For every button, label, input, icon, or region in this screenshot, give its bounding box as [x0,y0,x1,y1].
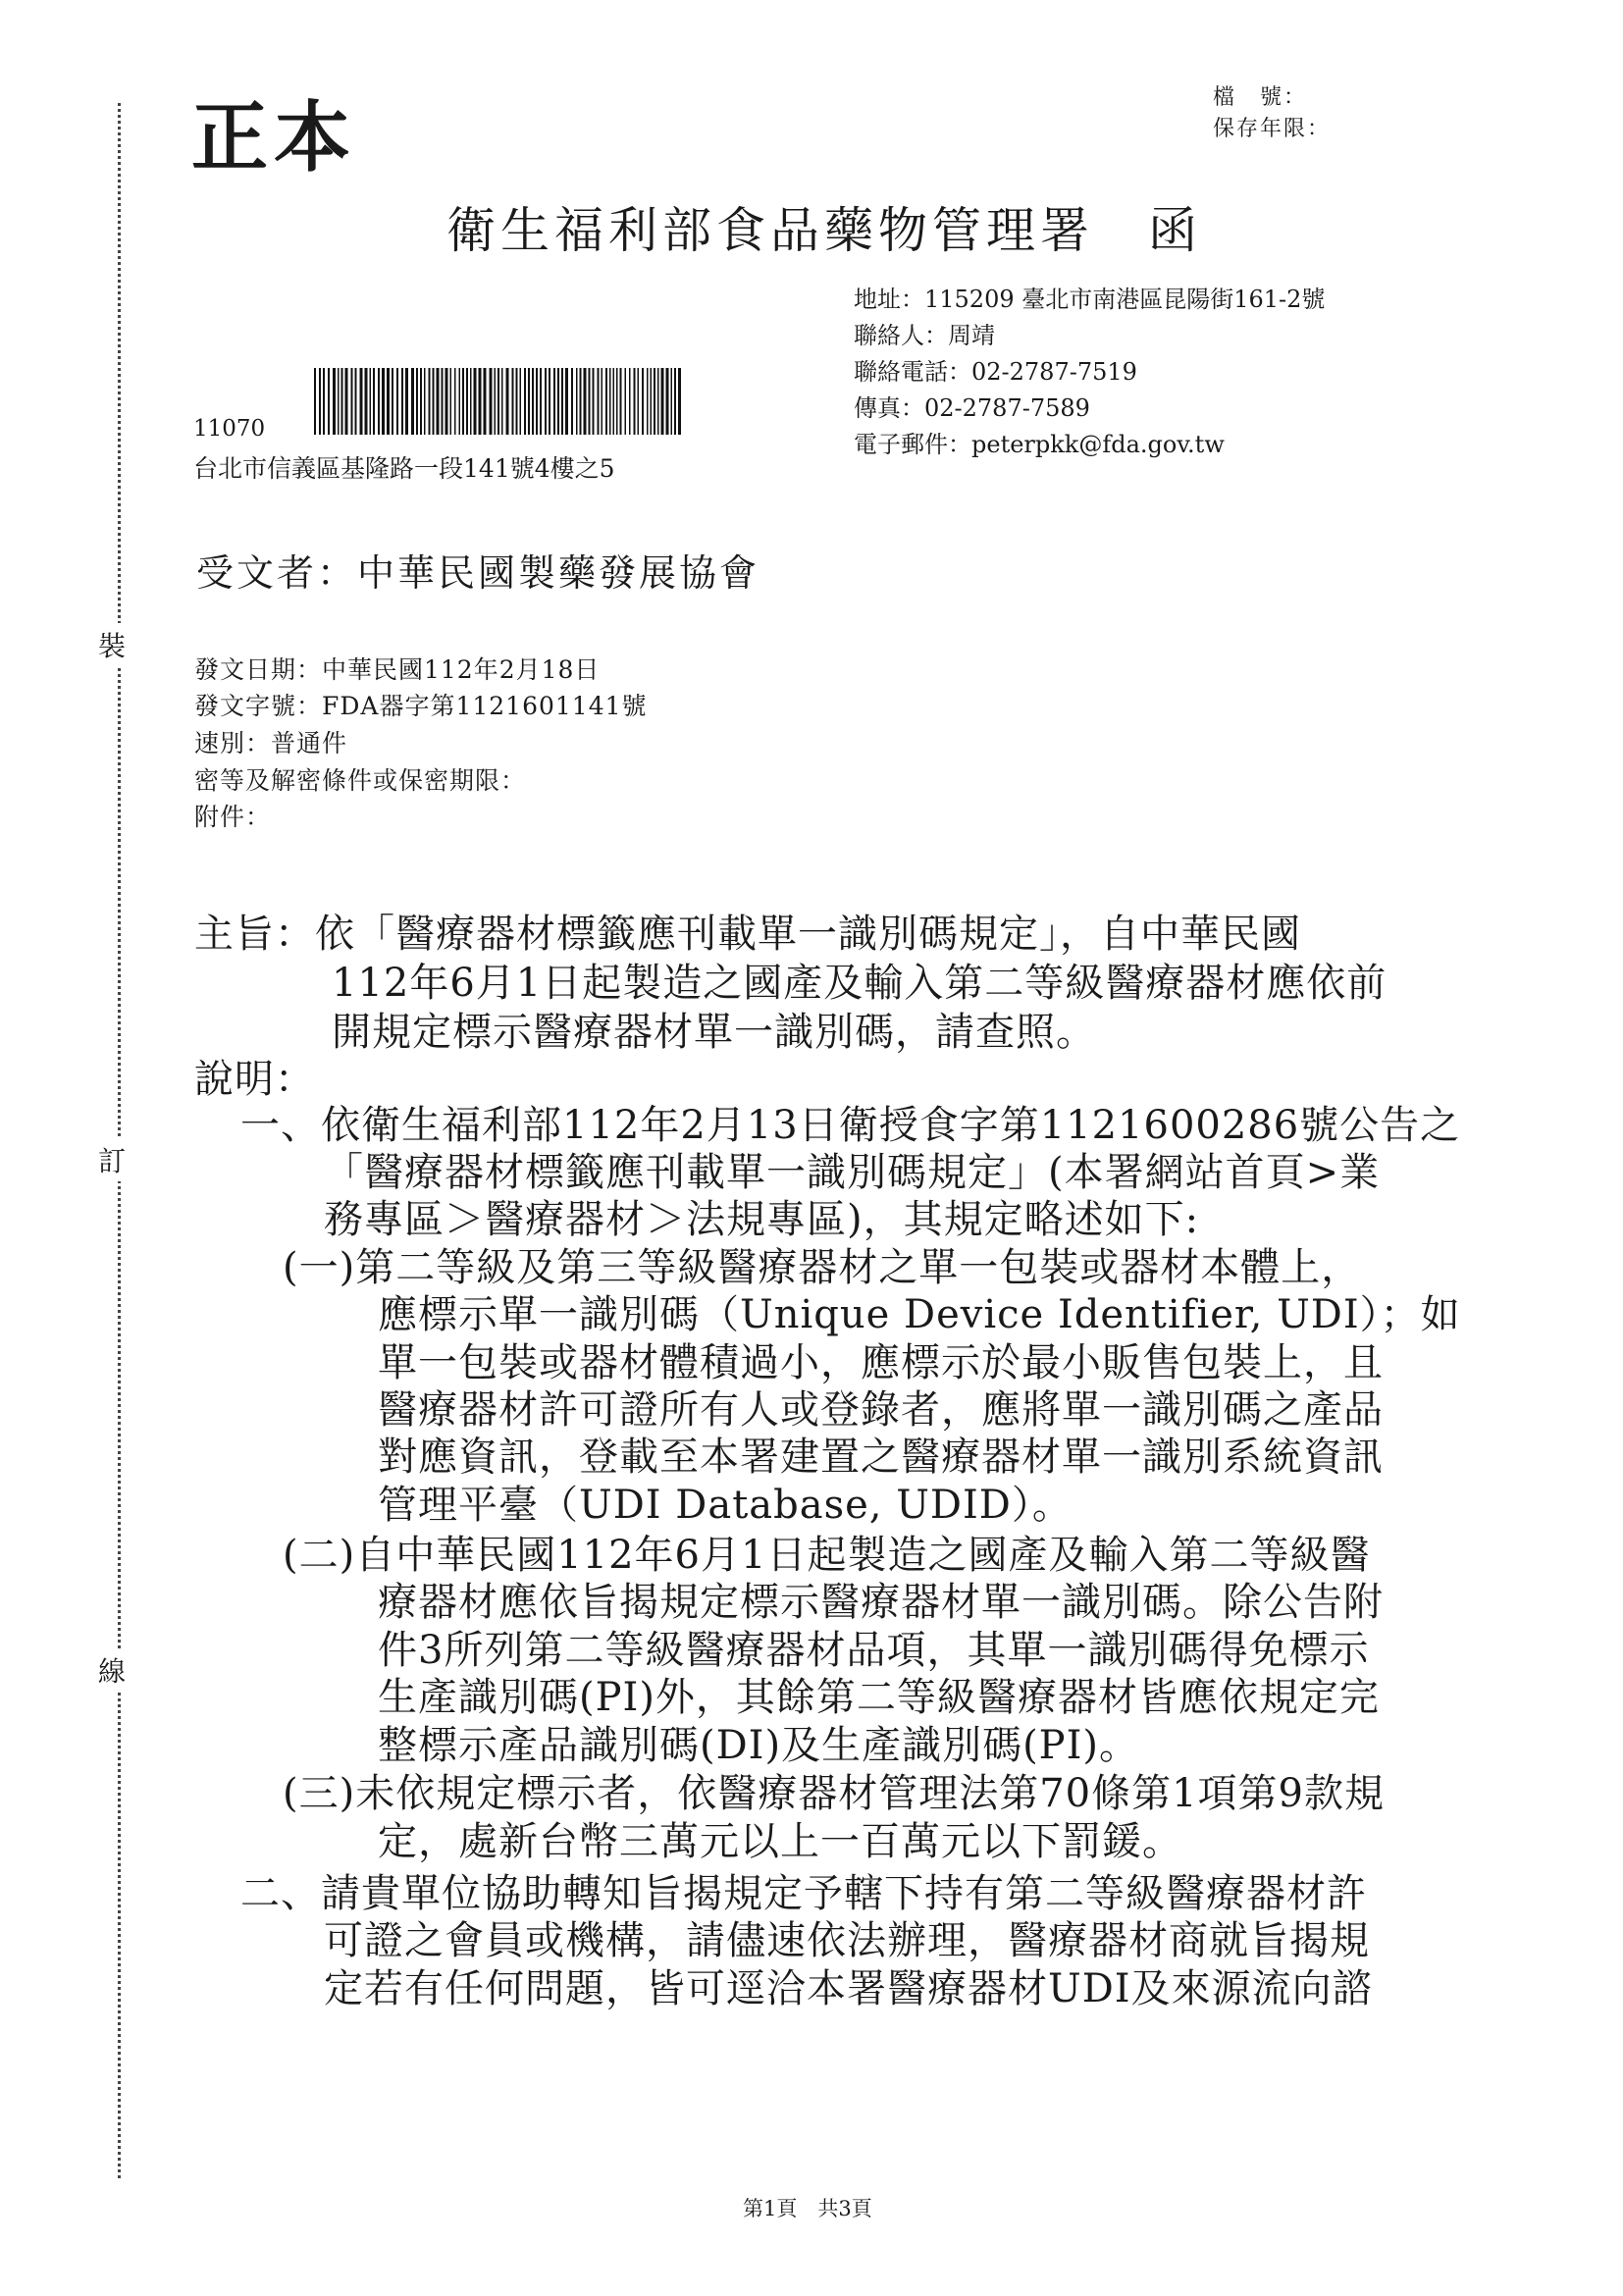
sub-item-3: (三)未依規定標示者，依醫療器材管理法第70條第1項第9款規 [283,1771,1386,1816]
sub-item-line: 應標示單一識別碼（Unique Device Identifier, UDI）；如 [378,1292,1461,1337]
sub-item-line: 對應資訊，登載至本署建置之醫療器材單一識別系統資訊 [378,1435,1384,1480]
agency-title: 衛生福利部食品藥物管理署 函 [446,202,1202,259]
sub-item-line: 生產識別碼(PI)外，其餘第二等級醫療器材皆應依規定完 [378,1675,1380,1720]
sub-item-line: 管理平臺（UDI Database, UDID）。 [378,1483,1073,1528]
contact-person: 聯絡人：周靖 [854,322,995,349]
recipient: 受文者：中華民國製藥發展協會 [196,551,760,595]
contact-fax: 傳真：02-2787-7589 [854,394,1090,422]
sub-item-line: 療器材應依旨揭規定標示醫療器材單一識別碼。除公告附 [378,1580,1384,1625]
sub-item-line: 醫療器材許可證所有人或登錄者，應將單一識別碼之產品 [378,1387,1384,1433]
original-copy-stamp: 正本 [191,93,357,183]
sub-item-line: 整標示產品識別碼(DI)及生產識別碼(PI)。 [378,1723,1140,1768]
explanation-line: 定若有任何問題，皆可逕洽本署醫療器材UDI及來源流向諮 [324,1966,1373,2011]
page-number: 第1頁 共3頁 [743,2197,872,2220]
subject-line: 開規定標示醫療器材單一識別碼，請查照。 [332,1010,1096,1055]
delivery-speed: 速別：普通件 [194,729,348,757]
explanation-line: 務專區＞醫療器材＞法規專區)，其規定略述如下: [324,1197,1200,1242]
explanation-item-2: 二、請貴單位協助轉知旨揭規定予轄下持有第二等級醫療器材許 [240,1871,1367,1916]
sub-item-2: (二)自中華民國112年6月1日起製造之國產及輸入第二等級醫 [283,1533,1371,1578]
binding-mark-zhuang: 裝 [98,623,126,666]
mailing-zipcode: 11070 [193,416,266,442]
explanation-line: 可證之會員或機構，請儘速依法辦理，醫療器材商就旨揭規 [324,1918,1370,1963]
sub-item-line: 單一包裝或器材體積過小，應標示於最小販售包裝上，且 [378,1340,1384,1385]
subject-line: 主旨：依「醫療器材標籤應刊載單一識別碼規定」，自中華民國 [194,912,1301,957]
binding-mark-ding: 訂 [98,1138,126,1181]
explanation-line: 「醫療器材標籤應刊載單一識別碼規定」(本署網站首頁>業 [324,1150,1381,1195]
sub-item-line: 件3所列第二等級醫療器材品項，其單一識別碼得免標示 [378,1628,1370,1673]
document-number: 發文字號：FDA器字第1121601141號 [194,692,648,720]
sub-item-1: (一)第二等級及第三等級醫療器材之單一包裝或器材本體上， [283,1245,1362,1290]
file-number-label: 檔 號： [1213,85,1308,110]
explanation-item-1: 一、依衛生福利部112年2月13日衛授食字第1121600286號公告之 [240,1103,1461,1148]
sub-item-line: 定，處新台幣三萬元以上一百萬元以下罰鍰。 [378,1819,1182,1864]
contact-email: 電子郵件：peterpkk@fda.gov.tw [854,431,1225,458]
retention-period-label: 保存年限： [1213,117,1332,141]
secrecy-level: 密等及解密條件或保密期限： [194,766,527,795]
mailing-barcode [312,368,685,435]
binding-mark-xian: 線 [98,1648,126,1692]
issue-date: 發文日期：中華民國112年2月18日 [194,655,601,684]
contact-address: 地址：115209 臺北市南港區昆陽街161-2號 [854,286,1326,313]
subject-line: 112年6月1日起製造之國產及輸入第二等級醫療器材應依前 [332,961,1387,1006]
mailing-address: 台北市信義區基隆路一段141號4樓之5 [193,454,615,483]
attachment-label: 附件： [194,803,272,831]
explanation-heading: 說明： [194,1057,315,1102]
contact-phone: 聯絡電話：02-2787-7519 [854,358,1137,386]
